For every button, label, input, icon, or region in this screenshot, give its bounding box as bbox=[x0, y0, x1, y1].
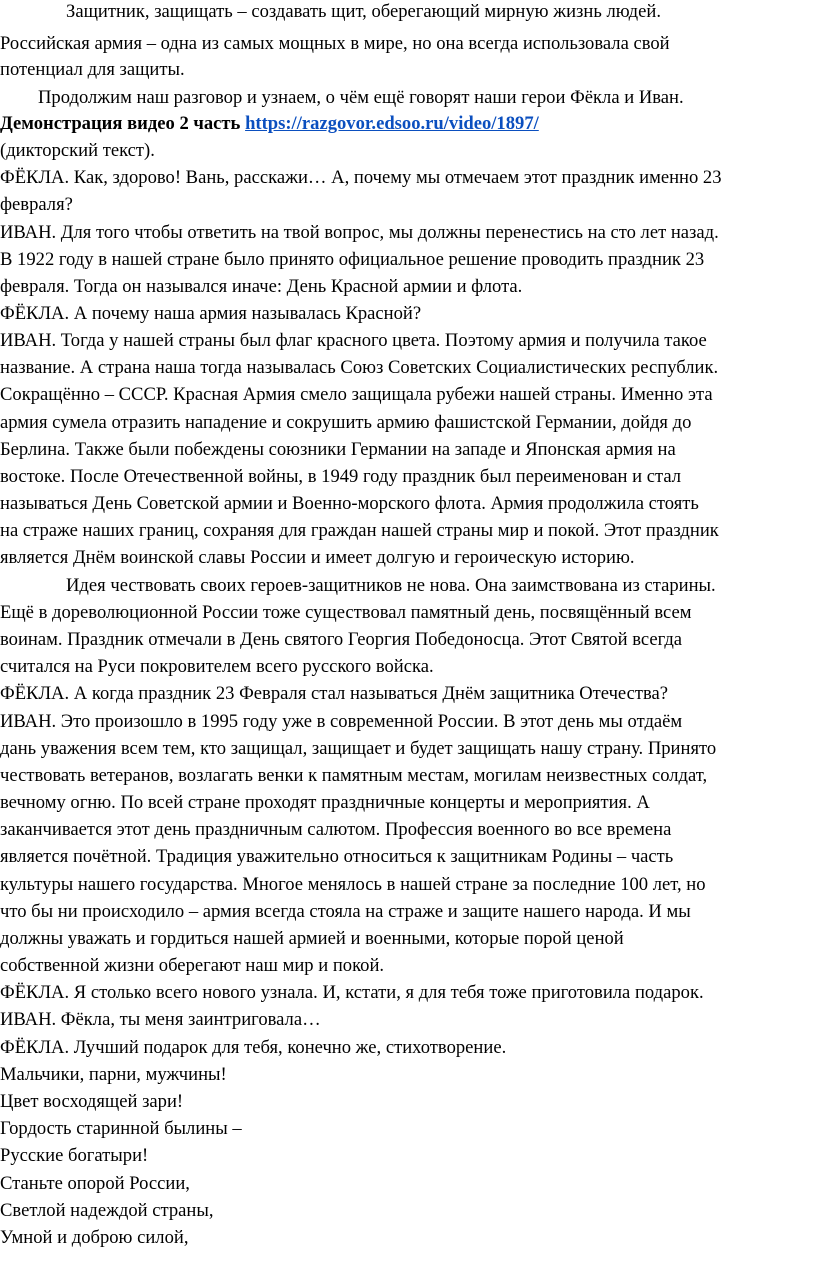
video-link[interactable]: https://razgovor.edsoo.ru/video/1897/ bbox=[245, 113, 539, 134]
poem-line: Светлой надеждой страны, bbox=[0, 1200, 214, 1221]
dialogue-line: что бы ни происходило – армия всегда стояла на страже и защите нашего народа. И мы bbox=[0, 901, 691, 922]
video-heading-line bbox=[0, 110, 539, 137]
dialogue-line: чествовать ветеранов, возлагать венки к памятным местам, могилам неизвестных солдат, bbox=[0, 765, 708, 786]
dialogue-line: армия сумела отразить нападение и сокрушить армию фашистской Германии, дойдя до bbox=[0, 412, 692, 433]
dialogue-line: название. А страна наша тогда называлась Союз Советских Социалистических республик. bbox=[0, 357, 719, 378]
dialogue-line: ФЁКЛА. А когда праздник 23 Февраля стал называться Днём защитника Отечества? bbox=[0, 683, 669, 704]
dialogue-line: на страже наших границ, сохраняя для граждан нашей страны мир и покой. Этот праздник bbox=[0, 520, 719, 541]
dialogue-line: ИВАН. Фёкла, ты меня заинтриговала… bbox=[0, 1009, 321, 1030]
poem-line: Станьте опорой России, bbox=[0, 1173, 190, 1194]
dialogue-line: заканчивается этот день праздничным салютом. Профессия военного во все времена bbox=[0, 819, 672, 840]
dialogue-line: февраля? bbox=[0, 194, 73, 215]
dialogue-line: вечному огню. По всей стране проходят праздничные концерты и мероприятия. А bbox=[0, 792, 650, 813]
paragraph-line: Продолжим наш разговор и узнаем, о чём ещё говорят наши герои Фёкла и Иван. bbox=[38, 87, 684, 108]
dialogue-line: дань уважения всем тем, кто защищал, защищает и будет защищать нашу страну. Принято bbox=[0, 738, 717, 759]
paragraph-line: воинам. Праздник отмечали в День святого Георгия Победоносца. Этот Святой всегда bbox=[0, 629, 683, 650]
video-heading: Демонстрация видео 2 часть bbox=[0, 113, 241, 134]
dialogue-line: востоке. После Отечественной войны, в 1949 году праздник был переименован и стал bbox=[0, 466, 682, 487]
dialogue-line: культуры нашего государства. Многое менялось в нашей стране за последние 100 лет, но bbox=[0, 874, 706, 895]
dialogue-line: ИВАН. Тогда у нашей страны был флаг красного цвета. Поэтому армия и получила такое bbox=[0, 330, 707, 351]
dialogue-line: ФЁКЛА. А почему наша армия называлась Красной? bbox=[0, 303, 422, 324]
paragraph-line: (дикторский текст). bbox=[0, 140, 155, 161]
paragraph-line: считался на Руси покровителем всего русского войска. bbox=[0, 656, 434, 677]
paragraph-line: Ещё в дореволюционной России тоже существовал памятный день, посвящённый всем bbox=[0, 602, 692, 623]
dialogue-line: является Днём воинской славы России и имеет долгую и героическую историю. bbox=[0, 547, 635, 568]
dialogue-line: называться День Советской армии и Военно-морского флота. Армия продолжила стоять bbox=[0, 493, 699, 514]
dialogue-line: В 1922 году в нашей стране было принято официальное решение проводить праздник 23 bbox=[0, 249, 705, 270]
dialogue-line: ФЁКЛА. Лучший подарок для тебя, конечно же, стихотворение. bbox=[0, 1037, 507, 1058]
dialogue-line: Берлина. Также были побеждены союзники Германии на западе и Японская армия на bbox=[0, 439, 676, 460]
dialogue-line: должны уважать и гордиться нашей армией и военными, которые порой ценой bbox=[0, 928, 624, 949]
dialogue-line: ФЁКЛА. Как, здорово! Вань, расскажи… А, почему мы отмечаем этот праздник именно 23 bbox=[0, 167, 722, 188]
poem-line: Цвет восходящей зари! bbox=[0, 1091, 184, 1112]
dialogue-line: февраля. Тогда он назывался иначе: День Красной армии и флота. bbox=[0, 276, 523, 297]
dialogue-line: ФЁКЛА. Я столько всего нового узнала. И, кстати, я для тебя тоже приготовила подарок. bbox=[0, 982, 704, 1003]
paragraph-line: Защитник, защищать – создавать щит, оберегающий мирную жизнь людей. bbox=[66, 1, 661, 22]
paragraph-line: Российская армия – одна из самых мощных в мире, но она всегда использовала свой bbox=[0, 33, 670, 54]
dialogue-line: является почётной. Традиция уважительно относиться к защитникам Родины – часть bbox=[0, 846, 674, 867]
poem-line: Гордость старинной былины – bbox=[0, 1118, 242, 1139]
paragraph-line: Идея чествовать своих героев-защитников не нова. Она заимствована из старины. bbox=[66, 575, 716, 596]
poem-line: Русские богатыри! bbox=[0, 1145, 149, 1166]
poem-line: Умной и доброю силой, bbox=[0, 1227, 189, 1248]
poem-line: Мальчики, парни, мужчины! bbox=[0, 1064, 227, 1085]
dialogue-line: Сокращённо – СССР. Красная Армия смело защищала рубежи нашей страны. Именно эта bbox=[0, 384, 713, 405]
dialogue-line: собственной жизни оберегают наш мир и покой. bbox=[0, 955, 385, 976]
dialogue-line: ИВАН. Это произошло в 1995 году уже в современной России. В этот день мы отдаём bbox=[0, 711, 683, 732]
dialogue-line: ИВАН. Для того чтобы ответить на твой вопрос, мы должны перенестись на сто лет назад. bbox=[0, 222, 719, 243]
paragraph-line: потенциал для защиты. bbox=[0, 59, 185, 80]
